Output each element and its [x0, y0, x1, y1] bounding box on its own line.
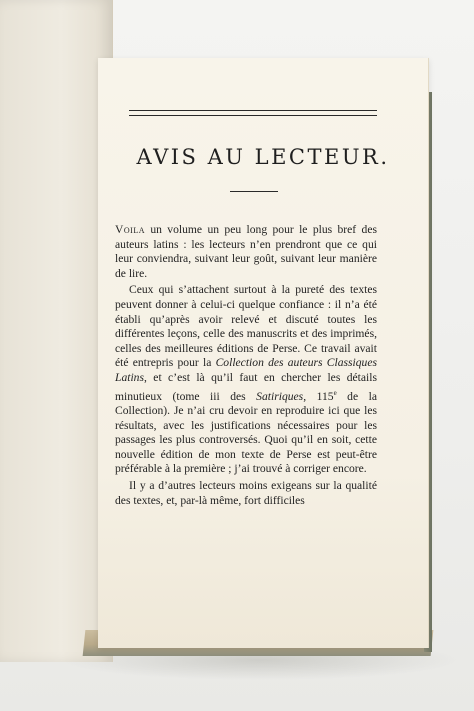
- paragraph-1-text: un volume un peu long pour le plus bref des auteurs latins : les lecteurs n’en prendront que ce qui leur conviendra, suivant leur goût, suivant leur manière de lire.: [115, 223, 377, 280]
- ordinal-superscript: e: [333, 388, 337, 397]
- paragraph-2-part: , et c’est là qu’il faut en chercher les détails minutieux (tome iii des: [115, 370, 377, 403]
- drop-word: Voila: [115, 223, 145, 236]
- header-double-rule: [129, 110, 377, 116]
- left-page-curl: [0, 0, 113, 662]
- paragraph-3: [115, 479, 377, 508]
- paragraph-3-text: Il y a d’autres lecteurs moins exigeans sur la qualité des textes, et, par-là même, fort difficiles: [115, 478, 377, 507]
- paragraph-2: [115, 283, 377, 477]
- body-text: [115, 223, 377, 508]
- satiriques-title: Satiriques: [256, 389, 304, 403]
- paragraph-2-part: de la Collection). Je n’ai cru devoir en reproduire ici que les résultats, avec les justifications nécessaires pour les passages les plus controversés. Quoi qu’il en soit, cette nouvelle édition de mon texte de Perse est peut-être préférable à la première ; j’ai trouvé à corriger encore.: [115, 389, 377, 476]
- collection-title: Collection des auteurs Classiques Latins: [115, 356, 377, 384]
- paragraph-1: [115, 223, 377, 281]
- title-ornament-rule: [230, 191, 278, 192]
- page-title: AVIS AU LECTEUR.: [136, 145, 390, 169]
- paragraph-2-part: , 115: [303, 389, 334, 403]
- paragraph-2-part: Ceux qui s’attachent surtout à la pureté des textes peuvent donner à celui-ci quelque confiance : il n’a été établi qu’après avoir relevé et discuté toutes les différentes leçons, celle des manuscrits et des imprimés, celles des meilleures éditions de Perse. Ce travail avait été entrepris pour la: [115, 283, 377, 370]
